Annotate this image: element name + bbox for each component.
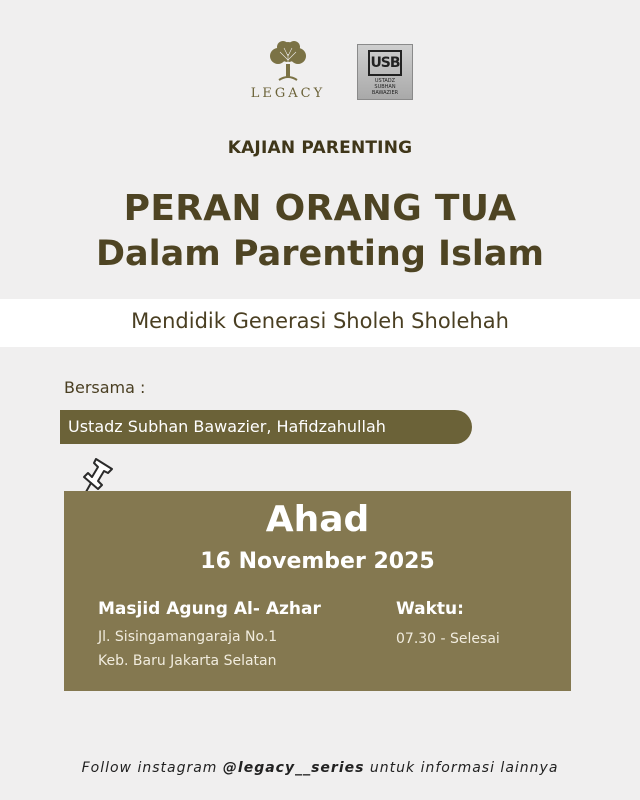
footer-prefix: Follow instagram	[81, 760, 223, 776]
time-label: Waktu:	[396, 599, 464, 619]
usb-caption	[358, 78, 412, 96]
usb-caption-line: USTADZ	[374, 78, 396, 84]
legacy-wordmark: LEGACY	[250, 86, 326, 101]
event-kicker: KAJIAN PARENTING	[227, 138, 413, 158]
usb-mark: USB	[368, 50, 402, 76]
venue-address-line-1: Jl. Sisingamangaraja No.1	[98, 629, 278, 645]
subtitle-band	[0, 299, 640, 347]
usb-caption-line: SUBHAN	[374, 84, 396, 90]
tree-icon	[265, 40, 311, 84]
schedule-card	[64, 491, 571, 691]
usb-caption-line: BAWAZIER	[371, 90, 399, 96]
instagram-handle[interactable]: @legacy__series	[222, 760, 365, 776]
event-title-line-1: PERAN ORANG TUA	[123, 188, 517, 229]
time-value: 07.30 - Selesai	[396, 631, 500, 647]
footer-suffix: untuk informasi lainnya	[364, 760, 559, 776]
footer-note	[0, 760, 640, 776]
usb-logo	[357, 44, 413, 100]
speaker-name-pill	[60, 410, 472, 444]
legacy-logo	[250, 40, 326, 102]
event-day: Ahad	[265, 499, 370, 540]
venue-address-line-2: Keb. Baru Jakarta Selatan	[98, 653, 277, 669]
event-date: 16 November 2025	[200, 549, 435, 574]
venue-name: Masjid Agung Al- Azhar	[98, 599, 321, 619]
event-title-line-2: Dalam Parenting Islam	[95, 234, 544, 274]
speaker-name: Ustadz Subhan Bawazier, Hafidzahullah	[68, 417, 386, 436]
event-subtitle: Mendidik Generasi Sholeh Sholehah	[131, 309, 509, 333]
speaker-label: Bersama :	[64, 378, 146, 397]
